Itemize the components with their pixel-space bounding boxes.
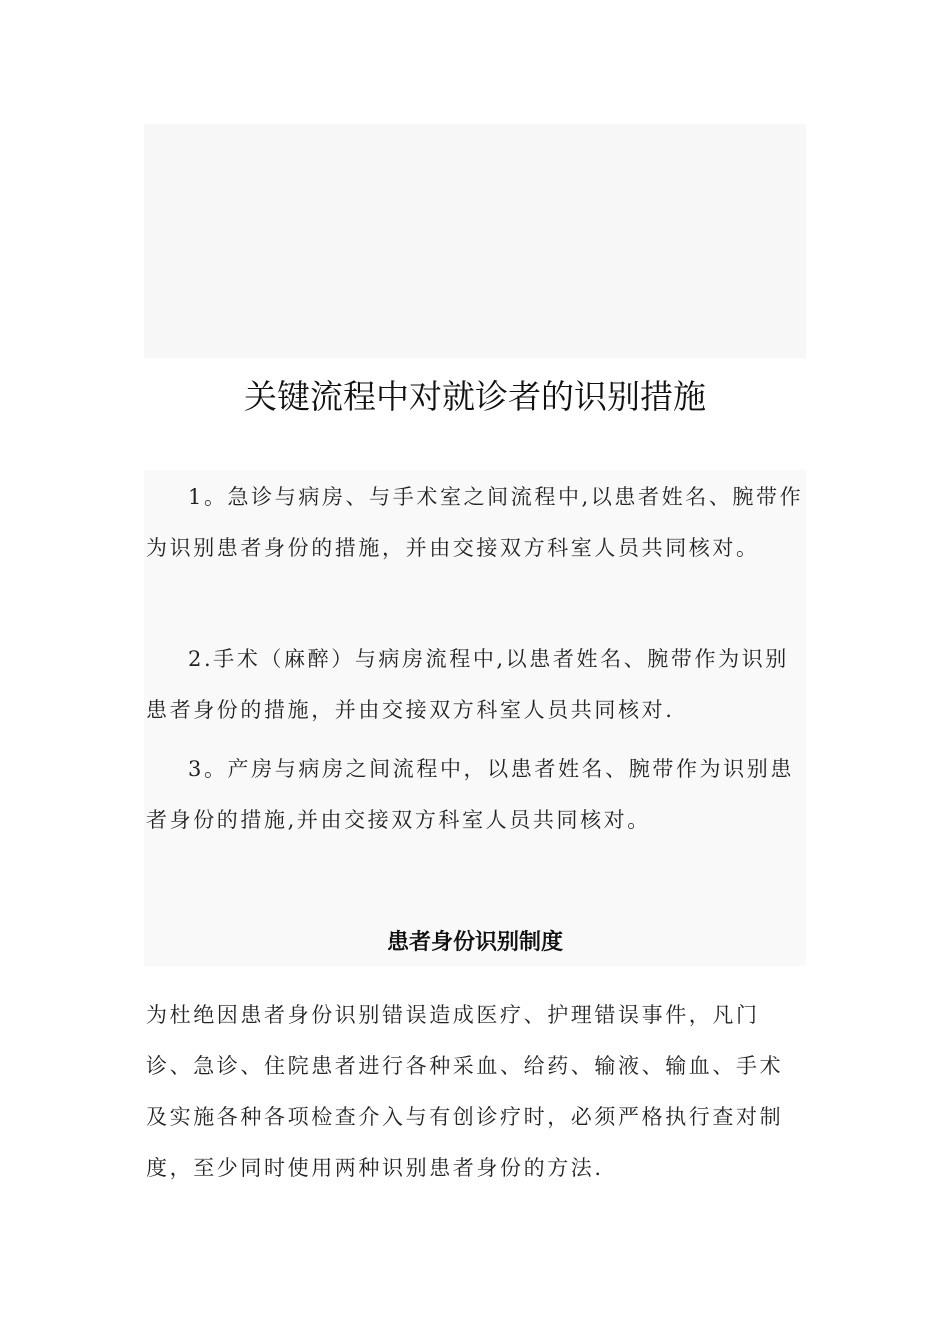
section-body-paragraph: 为杜绝因患者身份识别错误造成医疗、护理错误事件，凡门诊、急诊、住院患者进行各种采血、给药、输液、输血、手术及实施各种各项检查介入与有创诊疗时，必须严格执行查对制度，至少同时使用两种识别患者身份的方法. xyxy=(146,1003,784,1180)
document-title: 关键流程中对就诊者的识别措施 xyxy=(244,377,706,416)
measure-paragraph-1: 1。急诊与病房、与手术室之间流程中,以患者姓名、腕带作为识别患者身份的措施，并由交接双方科室人员共同核对。 xyxy=(146,485,804,560)
measure-paragraph-2: 2.手术（麻醉）与病房流程中,以患者姓名、腕带作为识别患者身份的措施，并由交接双方科室人员共同核对. xyxy=(146,647,789,722)
section-title: 患者身份识别制度 xyxy=(386,929,563,955)
header-image-placeholder xyxy=(144,124,806,358)
measure-paragraph-3: 3。产房与病房之间流程中，以患者姓名、腕带作为识别患者身份的措施,并由交接双方科室人员共同核对。 xyxy=(146,757,794,832)
